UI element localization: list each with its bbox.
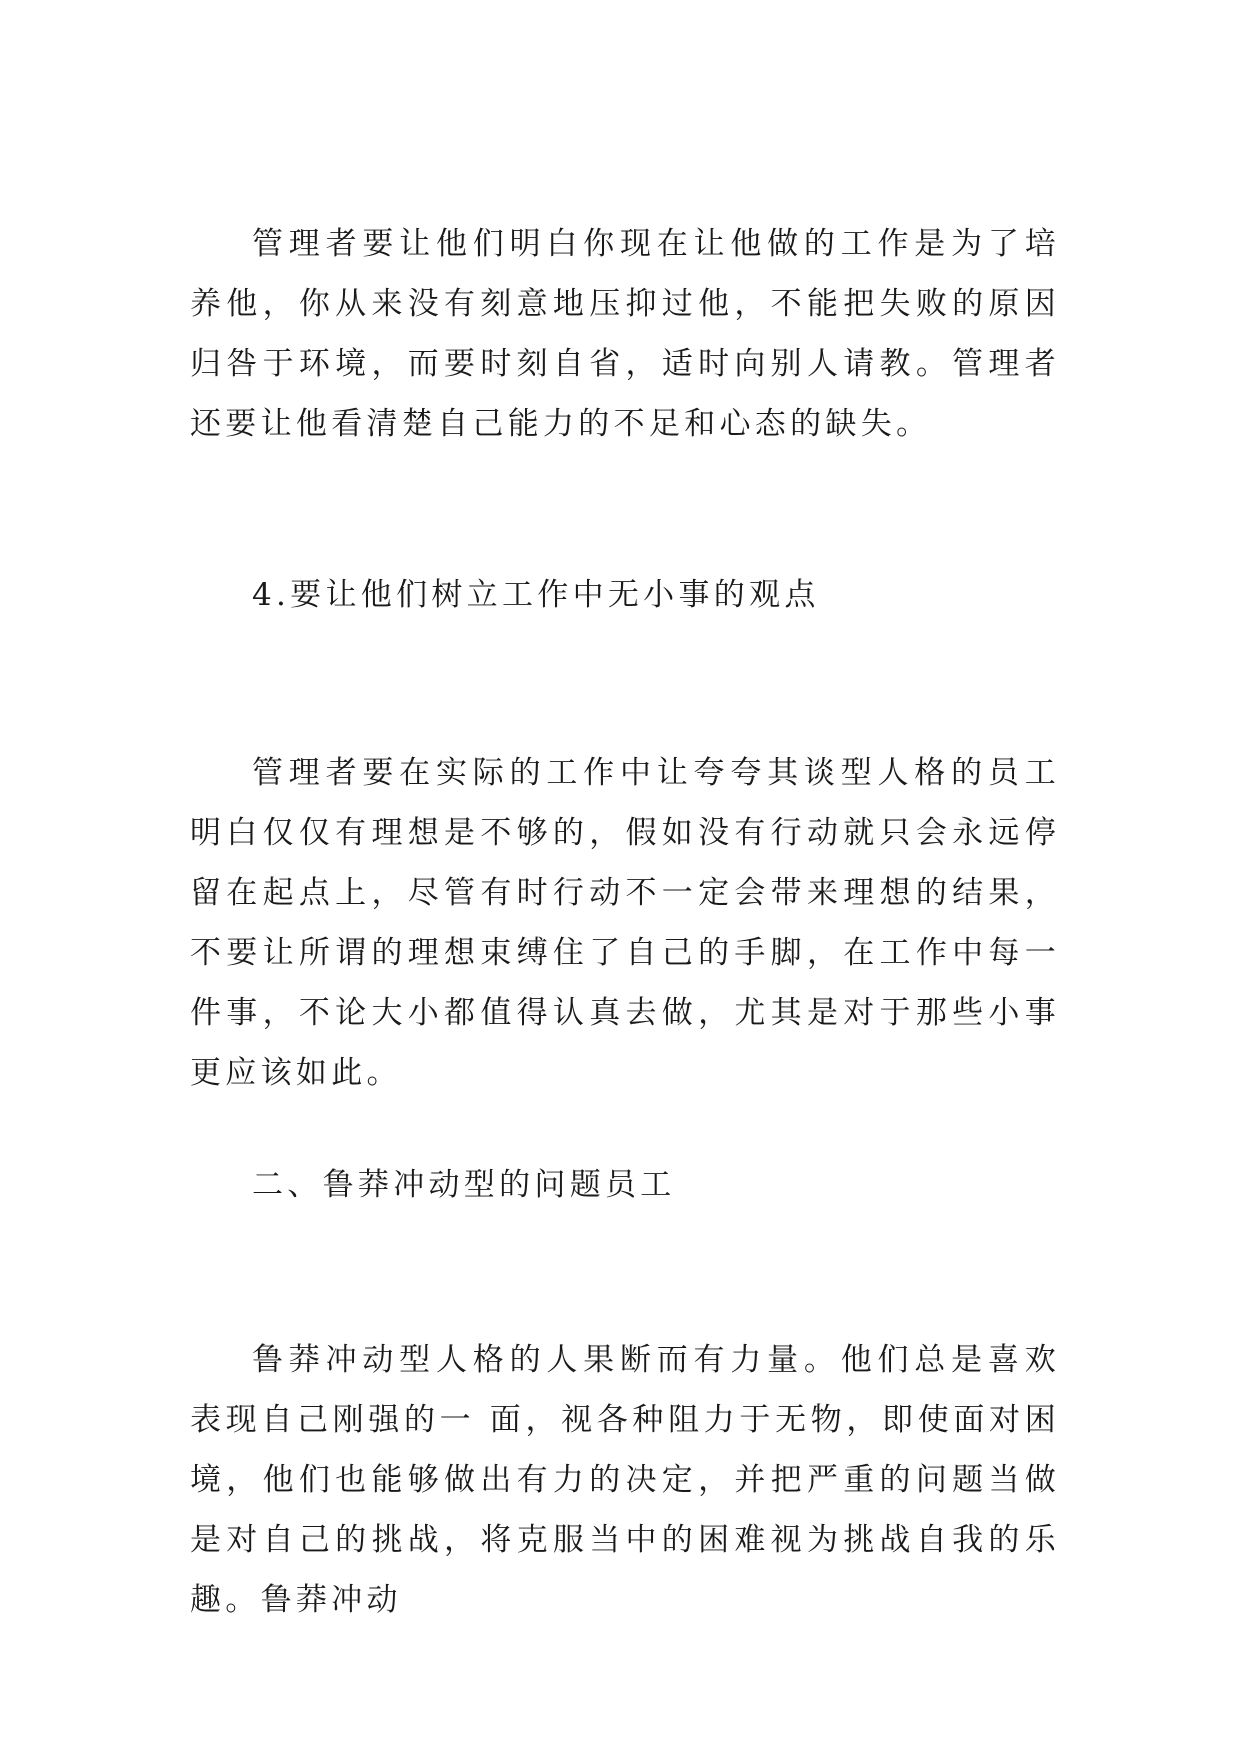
paragraph-ideals-and-action: 管理者要在实际的工作中让夸夸其谈型人格的员工明白仅仅有理想是不够的，假如没有行动就只会永远停留在起点上，尽管有时行动不一定会带来理想的结果，不要让所谓的理想束缚住了自己的手脚，在工作中每一件事，不论大小都值得认真去做，尤其是对于那些小事更应该如此。 <box>190 755 1060 1091</box>
section-heading-no-small-matters: 4.要让他们树立工作中无小事的观点 <box>252 577 820 613</box>
paragraph-cultivation: 管理者要让他们明白你现在让他做的工作是为了培养他，你从来没有刻意地压抑过他，不能把失败的原因归咎于环境，而要时刻自省，适时向别人请教。管理者还要让他看清楚自己能力的不足和心态的缺失。 <box>190 226 1060 442</box>
section-heading-reckless-impulsive: 二、鲁莽冲动型的问题员工 <box>252 1167 676 1203</box>
paragraph-reckless-personality: 鲁莽冲动型人格的人果断而有力量。他们总是喜欢表现自己刚强的一 面，视各种阻力于无物，即使面对困境，他们也能够做出有力的决定，并把严重的问题当做是对自己的挑战，将克服当中的困难视为挑战自我的乐趣。鲁莽冲动 <box>190 1342 1060 1618</box>
